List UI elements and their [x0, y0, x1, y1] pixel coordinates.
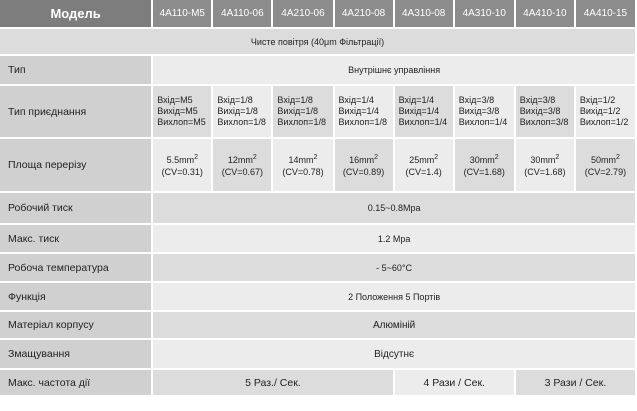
model-name: 4A210-08: [334, 0, 394, 28]
area-unit: mm: [601, 155, 616, 165]
exhaust-value: Вихлоп=1/8: [217, 117, 266, 127]
row-working-pressure: [0, 192, 636, 224]
cv-value: (CV=0.78): [282, 167, 324, 177]
frequency-value: 3 Рази / Сек.: [515, 369, 636, 396]
working-pressure-label: Робочий тиск: [0, 192, 152, 224]
area-cell: [515, 138, 575, 192]
area-cell: [334, 138, 394, 192]
row-lubrication: [0, 339, 636, 369]
outlet-value: Вихід=3/8: [519, 106, 561, 116]
material-value: Алюміній: [152, 311, 636, 339]
function-label: Функція: [0, 282, 152, 311]
medium-value: Чисте повітря (40μm Фільтрації): [0, 28, 636, 55]
area-exponent: 2: [374, 154, 379, 161]
row-type: [0, 55, 636, 85]
cv-value: (CV=1.4): [405, 167, 442, 177]
row-function: [0, 282, 636, 311]
inlet-value: Вхід=1/4: [398, 95, 435, 105]
area-number: 30: [530, 155, 541, 165]
type-label: Тип: [0, 55, 152, 85]
outlet-value: Вихід=1/4: [398, 106, 440, 116]
area-number: 14: [288, 155, 299, 165]
outlet-value: Вихід=1/4: [338, 106, 380, 116]
frequency-label: Макс. частота дії: [0, 369, 152, 396]
row-connection: [0, 85, 636, 138]
exhaust-value: Вихлоп=1/8: [277, 117, 326, 127]
exhaust-value: Вихлоп=3/8: [519, 117, 569, 127]
lubrication-label: Змащування: [0, 339, 152, 369]
model-name: 4A210-06: [272, 0, 333, 28]
area-exponent: 2: [616, 154, 620, 161]
area-unit: mm: [540, 155, 556, 165]
header-row: [0, 0, 636, 28]
outlet-value: Вихід=1/8: [277, 106, 318, 116]
cv-value: (CV=0.67): [221, 167, 264, 177]
connection-cell: [334, 85, 394, 138]
cv-value: (CV=1.68): [524, 167, 566, 177]
material-label: Матеріал корпусу: [0, 311, 152, 339]
connection-cell: [152, 85, 212, 138]
frequency-value: 5 Раз./ Сек.: [152, 369, 393, 396]
area-exponent: 2: [494, 154, 499, 161]
frequency-value: 4 Рази / Сек.: [394, 369, 515, 396]
outlet-value: Вихід=1/2: [579, 106, 621, 116]
cv-value: (CV=0.31): [161, 167, 203, 177]
area-exponent: 2: [194, 154, 198, 161]
connection-cell: [272, 85, 333, 138]
area-cell: [394, 138, 454, 192]
area-unit: mm: [419, 155, 435, 165]
lubrication-value: Відсутнє: [152, 339, 636, 369]
area-exponent: 2: [313, 154, 318, 161]
inlet-value: Вхід=3/8: [458, 95, 495, 105]
model-name: 4A310-10: [454, 0, 515, 28]
model-header-label: Модель: [0, 0, 152, 28]
area-number: 12: [227, 155, 238, 165]
exhaust-value: Вихлоп=1/8: [338, 117, 388, 127]
row-temperature: [0, 253, 636, 282]
inlet-value: Вхід=3/8: [519, 95, 556, 105]
inlet-value: Вхід=M5: [157, 95, 193, 105]
row-area: [0, 138, 636, 192]
area-number: 16: [349, 155, 360, 165]
temperature-label: Робоча температура: [0, 253, 152, 282]
max-pressure-value: 1.2 Mpa: [152, 224, 636, 253]
connection-cell: [575, 85, 636, 138]
area-cell: [212, 138, 272, 192]
connection-cell: [515, 85, 575, 138]
connection-label: Тип приєднання: [0, 85, 152, 138]
max-pressure-label: Макс. тиск: [0, 224, 152, 253]
inlet-value: Вхід=1/8: [217, 95, 253, 105]
area-number: 5.5: [166, 155, 180, 165]
row-frequency: [0, 369, 636, 396]
inlet-value: Вхід=1/4: [338, 95, 374, 105]
model-name: 4A110-M5: [152, 0, 212, 28]
function-value: 2 Положення 5 Портів: [152, 282, 636, 311]
area-cell: [454, 138, 515, 192]
type-value: Внутрішнє управління: [152, 55, 636, 85]
outlet-value: Вихід=1/8: [217, 106, 258, 116]
temperature-value: - 5~60°C: [152, 253, 636, 282]
area-label: Площа перерізу: [0, 138, 152, 192]
connection-cell: [454, 85, 515, 138]
working-pressure-value: 0.15~0.8Mpa: [152, 192, 636, 224]
area-unit: mm: [237, 155, 253, 165]
area-unit: mm: [479, 155, 495, 165]
outlet-value: Вихід=3/8: [458, 106, 500, 116]
inlet-value: Вхід=1/2: [579, 95, 616, 105]
model-name: 4A410-15: [575, 0, 636, 28]
row-max-pressure: [0, 224, 636, 253]
area-exponent: 2: [252, 154, 257, 161]
cv-value: (CV=1.68): [463, 167, 505, 177]
area-unit: mm: [359, 155, 375, 165]
model-name: 4A310-08: [394, 0, 454, 28]
connection-cell: [212, 85, 272, 138]
area-number: 25: [409, 155, 420, 165]
area-unit: mm: [179, 155, 195, 165]
outlet-value: Вихід=M5: [157, 106, 198, 116]
exhaust-value: Вихлоп=M5: [157, 117, 206, 127]
connection-cell: [394, 85, 454, 138]
area-number: 50: [590, 155, 601, 165]
area-number: 30: [469, 155, 480, 165]
model-name: 4A110-06: [212, 0, 272, 28]
inlet-value: Вхід=1/8: [277, 95, 313, 105]
row-medium: [0, 28, 636, 55]
cv-value: (CV=2.79): [584, 167, 627, 177]
exhaust-value: Вихлоп=1/4: [458, 117, 508, 127]
area-cell: [152, 138, 212, 192]
cv-value: (CV=0.89): [342, 167, 385, 177]
exhaust-value: Вихлоп=1/2: [579, 117, 629, 127]
area-cell: [272, 138, 333, 192]
row-material: [0, 311, 636, 339]
exhaust-value: Вихлоп=1/4: [398, 117, 448, 127]
area-unit: mm: [298, 155, 314, 165]
model-name: 4A410-10: [515, 0, 575, 28]
area-cell: [575, 138, 636, 192]
area-exponent: 2: [555, 154, 560, 161]
area-exponent: 2: [434, 154, 439, 161]
